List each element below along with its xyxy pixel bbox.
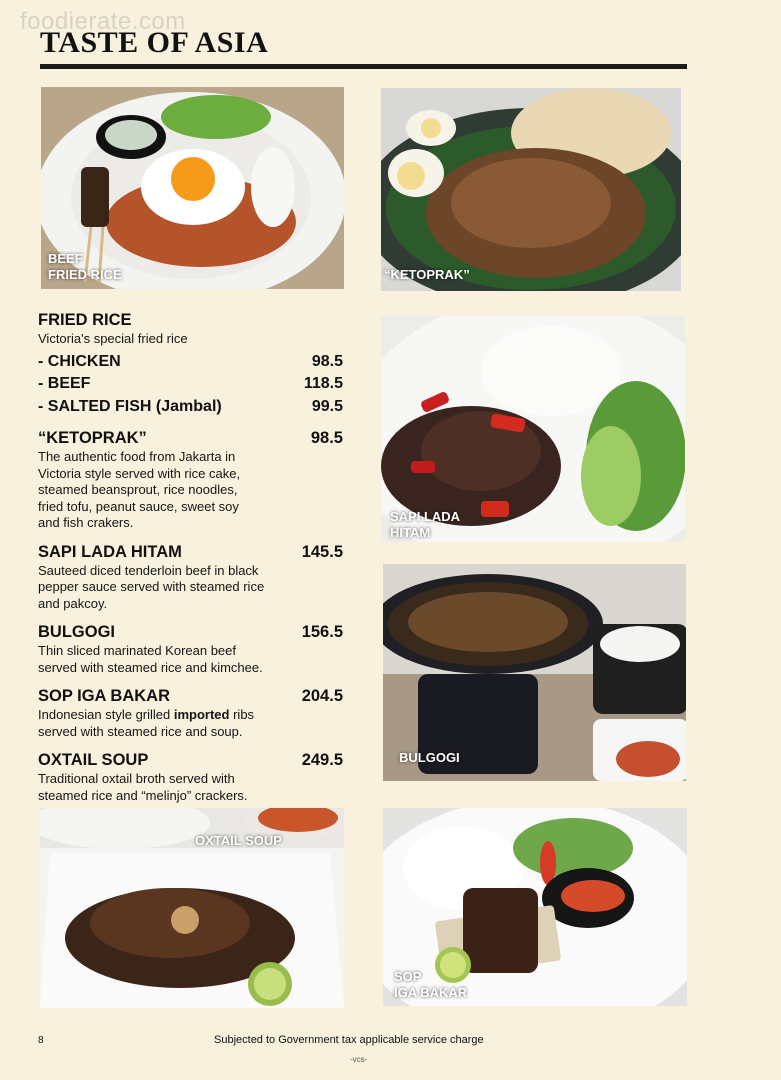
description-line: and pakcoy.: [38, 595, 108, 611]
photo-caption: [48, 251, 122, 283]
variant-price: 98.5: [311, 352, 343, 370]
dish-description: [38, 771, 343, 804]
description-line: steamed beansprout, rice noodles,: [38, 482, 238, 497]
dish-price: 145.5: [301, 542, 343, 561]
menu-item-sapi-lada-hitam: [38, 542, 343, 613]
photo-caption: [394, 969, 467, 1001]
photo-oxtail-soup: [40, 808, 344, 1008]
dish-description: [38, 643, 343, 676]
variant-salted-fish: [38, 396, 343, 419]
ketoprak-image: [381, 88, 681, 291]
dish-name: OXTAIL SOUP: [38, 751, 149, 769]
dish-price: 204.5: [301, 687, 343, 705]
description-emphasis: imported: [173, 707, 230, 722]
caption-line: FRIED RICE: [48, 267, 122, 282]
caption-line: SOP: [394, 969, 422, 984]
caption-line: BEEF: [48, 251, 83, 266]
description-text: ribs: [229, 707, 255, 722]
description-line: served with steamed rice and kimchee.: [38, 659, 263, 675]
dish-price: 98.5: [310, 429, 343, 447]
dish-name: SOP IGA BAKAR: [38, 687, 171, 705]
page-number: 8: [38, 1035, 44, 1046]
dish-name: SAPI LADA HITAM: [38, 542, 182, 561]
caption-line: IGA BAKAR: [394, 985, 468, 1000]
description-line: served with steamed rice and soup.: [38, 723, 243, 739]
dish-name: BULGOGI: [38, 623, 115, 641]
bulgogi-image: [383, 564, 686, 781]
variant-chicken: [38, 351, 343, 374]
dish-name: FRIED RICE: [38, 311, 132, 329]
description-line: Sauteed diced tenderloin beef in black: [38, 562, 259, 578]
dish-description: [38, 449, 343, 532]
photo-caption: “KETOPRAK”: [384, 267, 470, 282]
menu-list: [38, 310, 343, 804]
oxtail-soup-image: [40, 808, 344, 1008]
title-divider: [40, 64, 687, 69]
dish-name: “KETOPRAK”: [38, 429, 147, 447]
description-line: Traditional oxtail broth served with: [38, 771, 235, 786]
description-line: Victoria style served with rice cake,: [38, 465, 241, 481]
menu-item-fried-rice: [38, 310, 343, 418]
menu-item-oxtail-soup: [38, 750, 343, 804]
dish-price: 156.5: [301, 623, 343, 641]
description-line: Thin sliced marinated Korean beef: [38, 643, 237, 658]
menu-item-sop-iga-bakar: [38, 686, 343, 740]
photo-sapi-lada-hitam: [381, 316, 685, 542]
dish-price: 249.5: [301, 751, 343, 769]
photo-caption: BULGOGI: [399, 750, 460, 765]
variant-name: - SALTED FISH (Jambal): [38, 397, 222, 415]
variant-name: - BEEF: [38, 375, 91, 392]
page-title: TASTE OF ASIA: [40, 26, 269, 59]
photo-caption: OXTAIL SOUP: [195, 833, 282, 848]
description-line: The authentic food from Jakarta in: [38, 449, 236, 464]
menu-item-ketoprak: [38, 428, 343, 532]
variant-price: 99.5: [311, 397, 343, 415]
photo-caption: [390, 509, 460, 541]
caption-line: HITAM: [390, 525, 431, 540]
variant-name: - CHICKEN: [38, 352, 121, 370]
menu-item-bulgogi: [38, 622, 343, 676]
description-line: and fish crakers.: [38, 515, 134, 530]
photo-beef-fried-rice: [41, 87, 344, 289]
description-line: fried tofu, peanut sauce, sweet soy: [38, 498, 239, 514]
tax-note: Subjected to Government tax applicable service charge: [214, 1034, 484, 1046]
description-line: pepper sauce served with steamed rice: [38, 579, 265, 594]
dish-description: [38, 563, 343, 613]
variant-beef: [38, 373, 343, 396]
description-line: steamed rice and “melinjo” crackers.: [38, 787, 248, 803]
photo-sop-iga-bakar: [383, 808, 687, 1006]
photo-bulgogi: [383, 564, 686, 781]
footer-mark: -vcs-: [350, 1055, 368, 1064]
dish-description: Victoria's special fried rice: [38, 331, 188, 346]
caption-line: SAPI LADA: [390, 509, 461, 524]
variant-price: 118.5: [303, 375, 343, 392]
description-line: [38, 707, 343, 724]
dish-description: [38, 707, 343, 740]
watermark: foodierate.com: [20, 8, 186, 35]
description-text: Indonesian style grilled: [38, 707, 174, 722]
photo-ketoprak: [381, 88, 681, 291]
